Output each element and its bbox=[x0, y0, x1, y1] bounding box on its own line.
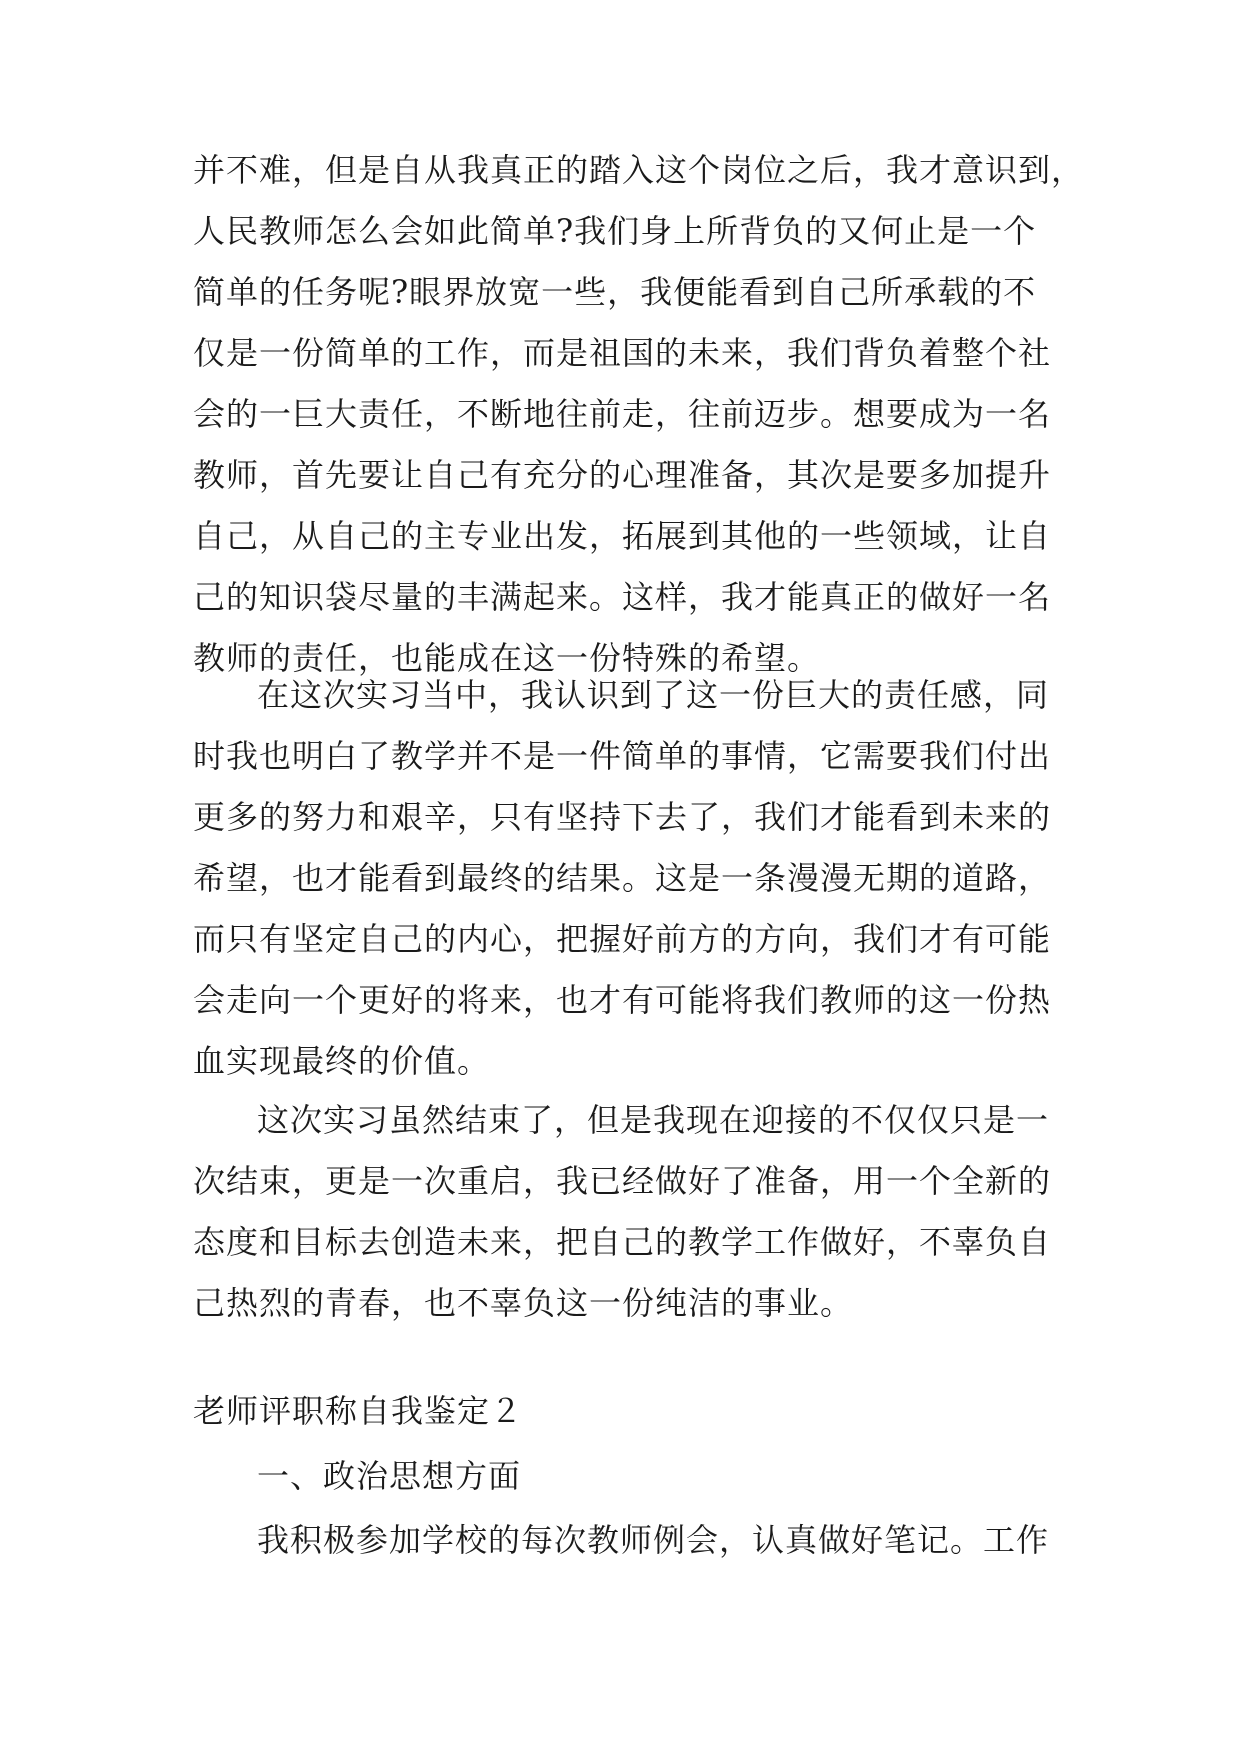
subheading-text: 一、政治思想方面 bbox=[257, 1457, 522, 1495]
paragraph-political bbox=[193, 1510, 1053, 1571]
paragraph-responsibility bbox=[193, 665, 1053, 1092]
text-line: 人民教师怎么会如此简单?我们身上所背负的又何止是一个 bbox=[193, 212, 1037, 250]
text-line: 仅是一份简单的工作，而是祖国的未来，我们背负着整个社 bbox=[193, 334, 1052, 372]
text-line: 这次实习虽然结束了，但是我现在迎接的不仅仅只是一 bbox=[257, 1101, 1050, 1139]
text-line: 教师的责任，也能成在这一份特殊的希望。 bbox=[193, 639, 821, 677]
heading-text: 老师评职称自我鉴定２ bbox=[193, 1392, 524, 1430]
text-line: 并不难，但是自从我真正的踏入这个岗位之后，我才意识到， bbox=[193, 151, 1085, 189]
text-line: 己的知识袋尽量的丰满起来。这样，我才能真正的做好一名 bbox=[193, 578, 1052, 616]
text-line: 会的一巨大责任，不断地往前走，往前迈步。想要成为一名 bbox=[193, 395, 1052, 433]
text-line: 希望，也才能看到最终的结果。这是一条漫漫无期的道路， bbox=[193, 859, 1052, 897]
text-line: 血实现最终的价值。 bbox=[193, 1042, 491, 1080]
text-line: 态度和目标去创造未来，把自己的教学工作做好，不辜负自 bbox=[193, 1223, 1052, 1261]
text-line: 在这次实习当中，我认识到了这一份巨大的责任感，同 bbox=[257, 676, 1050, 714]
paragraph-continuation bbox=[193, 140, 1085, 689]
text-line: 次结束，更是一次重启，我已经做好了准备，用一个全新的 bbox=[193, 1162, 1052, 1200]
text-line: 会走向一个更好的将来，也才有可能将我们教师的这一份热 bbox=[193, 981, 1052, 1019]
subsection-heading bbox=[193, 1446, 1053, 1507]
text-line: 而只有坚定自己的内心，把握好前方的方向，我们才有可能 bbox=[193, 920, 1052, 958]
paragraph-conclusion bbox=[193, 1090, 1053, 1334]
text-line: 自己，从自己的主专业出发，拓展到其他的一些领域，让自 bbox=[193, 517, 1052, 555]
text-line: 我积极参加学校的每次教师例会，认真做好笔记。工作 bbox=[257, 1521, 1050, 1559]
text-line: 简单的任务呢?眼界放宽一些，我便能看到自己所承载的不 bbox=[193, 273, 1037, 311]
text-line: 时我也明白了教学并不是一件简单的事情，它需要我们付出 bbox=[193, 737, 1052, 775]
text-line: 教师，首先要让自己有充分的心理准备，其次是要多加提升 bbox=[193, 456, 1052, 494]
text-line: 更多的努力和艰辛，只有坚持下去了，我们才能看到未来的 bbox=[193, 798, 1052, 836]
section-heading bbox=[193, 1381, 1053, 1442]
text-line: 己热烈的青春，也不辜负这一份纯洁的事业。 bbox=[193, 1284, 854, 1322]
